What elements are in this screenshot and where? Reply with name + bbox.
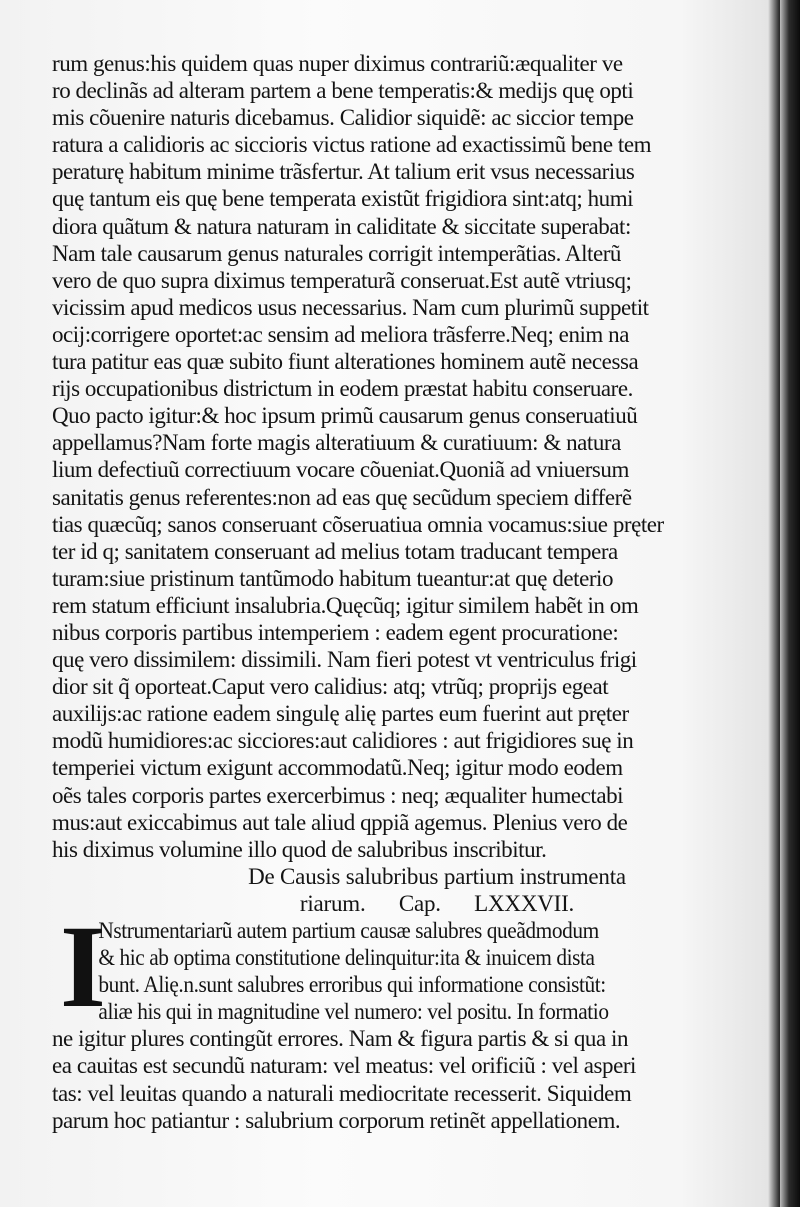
text-line: appellamus?Nam forte magis alteratiuum & curatiuum: & natura: [52, 430, 621, 456]
text-line: temperiei victum exigunt accommodatũ.Neq; igitur modo eodem: [52, 755, 623, 781]
text-line: Nstrumentariarũ autem partium causæ salubres queãdmodum: [98, 918, 599, 943]
text-line: quę tantum eis quę bene temperata existũt frigidiora sint:atq; humi: [52, 186, 634, 212]
drop-cap-initial: I: [60, 901, 106, 1032]
text-line: rem statum efficiunt insalubria.Quęcũq; igitur similem habẽt in om: [52, 592, 639, 618]
text-line: ter id q; sanitatem conseruant ad melius totam traducant tempera: [52, 538, 618, 564]
text-line: parum hoc patiantur : salubrium corporum retinẽt appellationem.: [52, 1107, 621, 1133]
text-block: [52, 50, 742, 1134]
text-line: ne igitur plures contingũt errores. Nam & figura partis & si qua in: [52, 1026, 629, 1052]
text-line: ro declinãs ad alteram partem a bene temperatis:& medijs quę opti: [52, 78, 634, 104]
text-line: rijs occupationibus districtum in eodem præstat habitu conseruare.: [52, 376, 633, 402]
text-line: bunt. Alię.n.sunt salubres erroribus qui informatione consistũt:: [98, 972, 606, 998]
text-line: modũ humidiores:ac sicciores:aut calidiores : aut frigidiores suę in: [52, 728, 634, 754]
text-line: ea cauitas est secundũ naturam: vel meatus: vel orificiũ : vel asperi: [52, 1053, 636, 1079]
text-line: rum genus:his quidem quas nuper diximus contrariũ:æqualiter ve: [52, 51, 623, 76]
text-line: diora quãtum & natura naturam in caliditate & siccitate superabat:: [52, 213, 631, 239]
text-line: ocij:corrigere oportet:ac sensim ad meliora trãsferre.Neq; enim na: [52, 321, 629, 347]
paragraph-top: [52, 50, 742, 863]
text-line: lium defectiuũ correctiuum vocare cõueniat.Quoniã ad vniuersum: [52, 457, 629, 483]
text-line: tias quæcũq; sanos conseruant cõseruatiua omnia vocamus:siue pręter: [52, 511, 664, 537]
text-line: peraturę habitum minime trãsfertur. At talium erit vsus necessarius: [52, 159, 635, 185]
text-line: mus:aut exiccabimus aut tale aliud qppiã agemus. Plenius vero de: [52, 809, 628, 835]
text-line: tura patitur eas quæ subito fiunt alterationes hominem autẽ necessa: [52, 349, 639, 375]
text-line: Quo pacto igitur:& hoc ipsum primũ causarum genus conseruatiuũ: [52, 403, 638, 429]
text-line: oẽs tales corporis partes exercerbimus : neq; æqualiter humectabi: [52, 782, 624, 808]
text-line: vicissim apud medicos usus necessarius. Nam cum plurimũ suppetit: [52, 294, 649, 320]
text-line: his diximus volumine illo quod de salubribus inscribitur.: [52, 836, 547, 862]
chapter-heading-line-1: De Causis salubribus partium instrumenta: [248, 863, 626, 889]
text-line: vero de quo supra diximus temperaturã conseruat.Est autẽ vtriusq;: [52, 267, 632, 293]
text-line: tas: vel leuitas quando a naturali mediocritate recesserit. Siquidem: [52, 1080, 632, 1106]
text-line: turam:siue pristinum tantũmodo habitum tueantur:at quę deterio: [52, 565, 614, 591]
chapter-heading-line-2: riarum. Cap. LXXXVII.: [299, 890, 575, 916]
text-line: aliæ his qui in magnitudine vel numero: vel positu. In formatio: [98, 999, 609, 1025]
text-line: & hic ab optima constitutione delinquitur:ita & inuicem dista: [98, 945, 595, 971]
text-line: auxilijs:ac ratione eadem singulę alię partes eum fuerint aut pręter: [52, 701, 629, 727]
paragraph-bottom: [52, 1025, 742, 1133]
text-line: ratura a calidioris ac siccioris victus ratione ad exactissimũ bene tem: [52, 132, 652, 158]
text-line: Nam tale causarum genus naturales corrigit intemperãtias. Alterũ: [52, 240, 621, 266]
page-edge-shadow: [780, 0, 800, 1207]
text-line: mis cõuenire naturis dicebamus. Calidior siquidẽ: ac siccior tempe: [52, 105, 634, 131]
text-line: dior sit q̃ oporteat.Caput vero calidius: atq; vtrũq; proprijs egeat: [52, 674, 609, 700]
text-line: nibus corporis partibus intemperiem : eadem egent procuratione:: [52, 619, 619, 645]
text-line: sanitatis genus referentes:non ad eas quę secũdum speciem differẽ: [52, 484, 632, 510]
text-line: quę vero dissimilem: dissimili. Nam fieri potest vt ventriculus frigi: [52, 647, 637, 673]
